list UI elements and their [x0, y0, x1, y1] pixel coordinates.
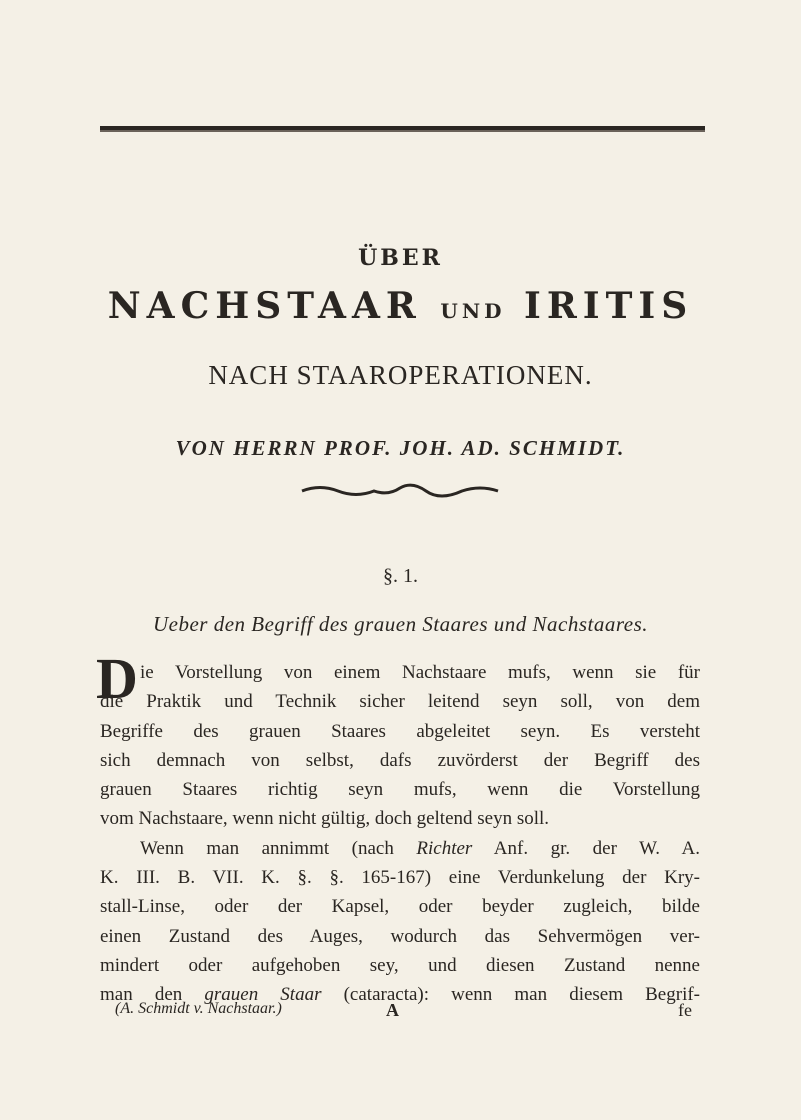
text-run: Anf. gr. der W. A. [472, 837, 700, 859]
body-line: vom Nachstaare, wenn nicht gültig, doch geltend seyn soll. [100, 808, 550, 830]
title-und: UND [440, 299, 506, 323]
body-line: die Praktik und Technik sicher leitend seyn soll, von dem [100, 691, 700, 713]
body-line: K. III. B. VII. K. §. §. 165-167) eine Verdunkelung der Kry- [100, 867, 700, 889]
catchword: fe [678, 1000, 692, 1020]
author-line: VON HERRN PROF. JOH. AD. SCHMIDT. [175, 436, 626, 460]
body-text [100, 658, 700, 1010]
citation-author: Richter [416, 837, 473, 859]
section-heading: Ueber den Begriff des grauen Staares und Nachstaares. [152, 612, 649, 636]
body-line: Begriffe des grauen Staares abgeleitet seyn. Es versteht [100, 720, 700, 742]
emphasis-term: grauen Staar [204, 984, 322, 1006]
section-number: §. 1. [383, 565, 418, 587]
title-iritis: IRITIS [524, 285, 694, 327]
subtitle: NACH STAAROPERATIONEN. [208, 360, 593, 390]
body-line: ie Vorstellung von einem Nachstaare mufs, wenn sie für [140, 662, 700, 683]
body-line: sich demnach von selbst, dafs zuvörderst der Begriff des [100, 749, 700, 771]
body-line: einen Zustand des Auges, wodurch das Sehvermögen ver- [100, 925, 700, 947]
signature-mark: A [386, 1000, 399, 1020]
drop-capital: D [96, 646, 138, 711]
body-line [100, 834, 700, 863]
text-run: man den [100, 984, 205, 1006]
text-run: (cataracta): wenn man diesem Begrif- [321, 984, 700, 1006]
body-line: mindert oder aufgehoben sey, und diesen Zustand nenne [100, 954, 700, 976]
body-line: grauen Staares richtig seyn mufs, wenn die Vorstellung [100, 779, 700, 801]
title-nachstaar: NACHSTAAR [107, 285, 422, 327]
ornament-rule-icon [300, 482, 500, 498]
pre-title: ÜBER [358, 245, 443, 271]
footnote: (A. Schmidt v. Nachstaar.) [115, 1000, 282, 1017]
text-run: Wenn man annimmt (nach [140, 837, 417, 859]
body-line: stall-Linse, oder der Kapsel, oder beyder zugleich, bilde [100, 896, 700, 918]
main-title [0, 285, 801, 327]
top-rule [100, 126, 705, 132]
